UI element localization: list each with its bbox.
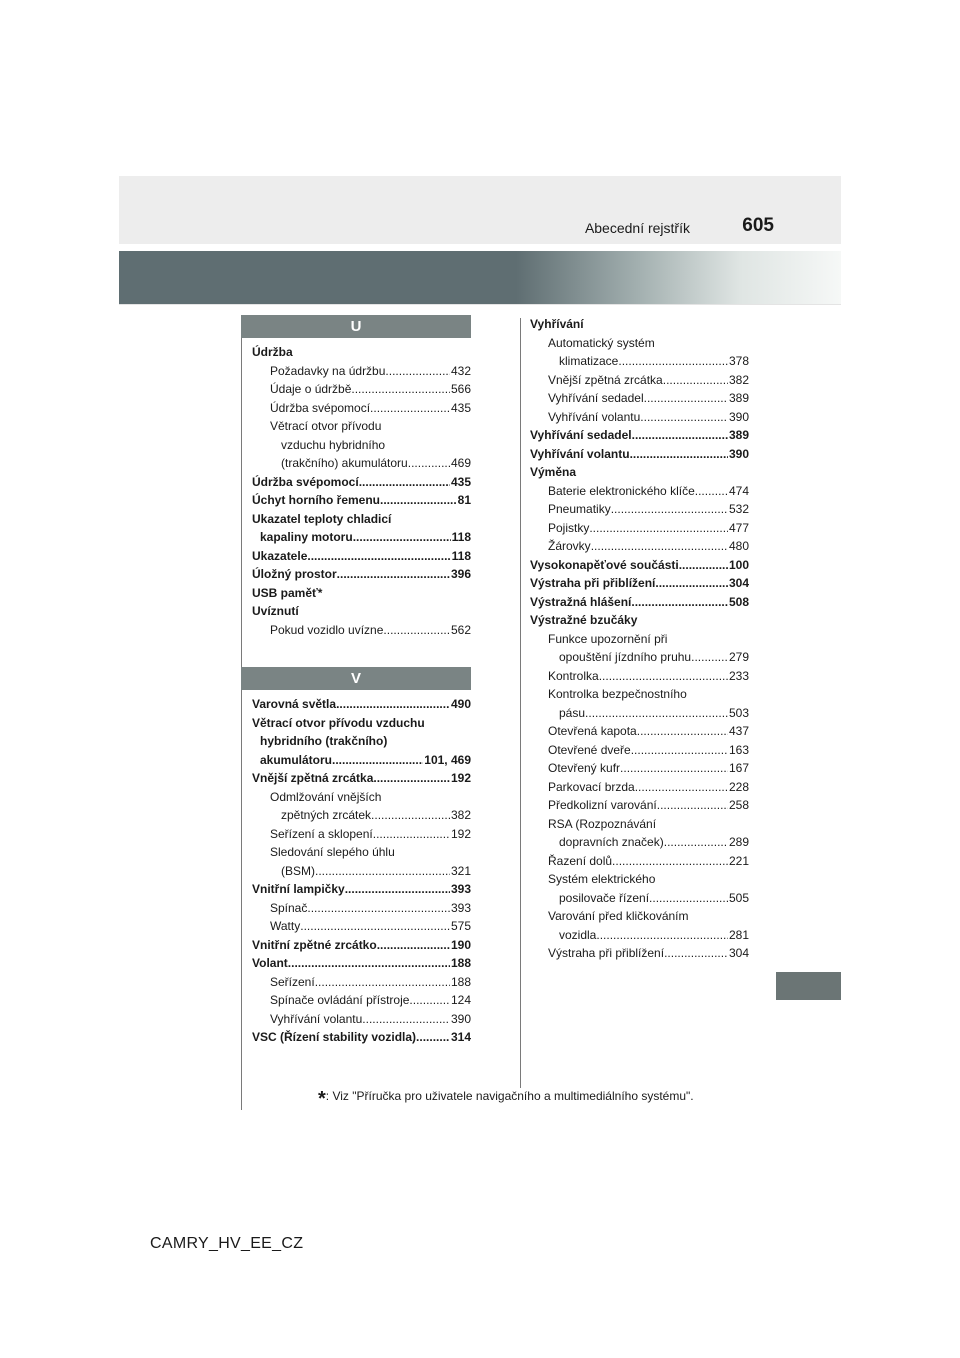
index-entry-text: Otevřené dveře: [548, 742, 631, 757]
dot-leader: [596, 926, 728, 945]
page-header: [119, 176, 841, 244]
dot-leader: [351, 380, 450, 399]
index-entry: [530, 408, 749, 427]
index-entry-text: Požadavky na údržbu: [270, 363, 386, 378]
index-entry-page: 390: [450, 1011, 471, 1026]
document-code: CAMRY_HV_EE_CZ: [150, 1235, 304, 1252]
index-entry-page: 100: [728, 557, 749, 572]
index-entry-text: Automatický systém: [548, 335, 655, 350]
dot-leader: [695, 482, 728, 501]
index-entry-text: Vyhřívání volantu: [548, 409, 641, 424]
index-entry: [530, 537, 749, 556]
index-entry: [252, 973, 471, 992]
index-entry-text: Uvíznutí: [252, 604, 299, 618]
index-entry: [530, 519, 749, 538]
index-entry-page: 396: [450, 567, 471, 581]
section-title: Abecední rejstřík: [584, 220, 690, 236]
index-entry-page: 562: [450, 622, 471, 637]
index-list-v: [252, 695, 471, 1047]
dot-leader: [353, 528, 451, 547]
index-entry-text: Vnější zpětná zrcátka: [252, 771, 374, 785]
dot-leader: [383, 621, 450, 640]
index-entry: [530, 759, 749, 778]
dot-leader: [380, 491, 457, 510]
index-entry-text: Pneumatiky: [548, 502, 611, 516]
index-entry-text: Větrací otvor přívodu vzduchu: [252, 715, 425, 730]
index-entry: [252, 565, 471, 584]
index-entry: [530, 482, 749, 501]
index-entry-text: Vyhřívání sedadel: [530, 428, 632, 442]
index-entry-page: 378: [728, 354, 749, 368]
dot-leader: [612, 852, 728, 871]
dot-leader: [371, 806, 450, 825]
index-entry: [252, 751, 471, 770]
index-entry-text: Spínače ovládání přístroje: [270, 993, 410, 1007]
dot-leader: [409, 991, 450, 1010]
index-entry: [252, 621, 471, 640]
index-entry: [252, 1028, 471, 1047]
index-entry-page: 281: [728, 927, 749, 942]
index-entry-text: Výstražná hlášení: [530, 594, 632, 609]
index-entry: [252, 602, 471, 621]
index-entry: [252, 695, 471, 714]
index-entry-page: 432: [450, 363, 471, 378]
index-entry-text: Údržba svépomocí: [252, 474, 359, 489]
index-entry: [252, 528, 471, 547]
index-entry: [252, 362, 471, 381]
dot-leader: [332, 751, 423, 770]
index-entry: [530, 463, 749, 482]
dot-leader: [630, 445, 728, 464]
index-entry-text: klimatizace: [559, 354, 619, 368]
index-entry-page: 163: [728, 742, 749, 757]
index-entry-page: 566: [450, 382, 471, 396]
dot-leader: [416, 1028, 450, 1047]
index-entry-text: Baterie elektronického klíče: [548, 483, 695, 498]
column-divider-left: [241, 318, 242, 1110]
index-entry-page: 503: [728, 705, 749, 720]
index-entry-text: Údaje o údržbě: [270, 382, 352, 396]
index-list-column-2: [530, 315, 749, 963]
index-entry-page: 314: [450, 1030, 471, 1044]
dot-leader: [307, 547, 450, 566]
index-entry: [530, 685, 749, 704]
dot-leader: [288, 954, 450, 973]
index-entry: [530, 389, 749, 408]
index-entry-text: Parkovací brzda: [548, 779, 635, 794]
dot-leader: [408, 454, 450, 473]
dot-leader: [300, 917, 450, 936]
index-entry-text: Vnitřní zpětné zrcátko: [252, 937, 377, 952]
index-entry-text: posilovače řízení: [559, 890, 650, 905]
index-entry-text: Vyhřívání sedadel: [548, 391, 644, 405]
index-entry: [252, 491, 471, 510]
index-entry-text: Žárovky: [548, 539, 591, 553]
dot-leader: [336, 695, 450, 714]
dot-leader: [644, 389, 728, 408]
index-entry-text: Varování před kličkováním: [548, 909, 689, 923]
letter-heading-v: V: [241, 667, 471, 690]
dot-leader: [655, 574, 728, 593]
index-entry-text: akumulátoru: [260, 752, 333, 767]
index-entry: [530, 667, 749, 686]
index-entry: [530, 648, 749, 667]
dot-leader: [611, 500, 728, 519]
index-entry: [252, 769, 471, 788]
letter-heading-u: U: [241, 315, 471, 338]
dot-leader: [377, 936, 450, 955]
index-entry-page: 477: [728, 520, 749, 535]
dot-leader: [589, 519, 728, 538]
index-entry: [530, 426, 749, 445]
index-entry-text: Funkce upozornění při: [548, 631, 668, 646]
index-entry: [252, 880, 471, 899]
index-entry-page: 258: [728, 798, 749, 812]
index-entry-page: 480: [728, 539, 749, 553]
index-entry: [252, 380, 471, 399]
index-entry-text: Předkolizní varování: [548, 798, 657, 812]
index-entry-text: Pokud vozidlo uvízne: [270, 622, 384, 637]
dot-leader: [632, 426, 728, 445]
index-entry-text: opouštění jízdního pruhu: [559, 650, 692, 664]
index-entry: [530, 870, 749, 889]
index-entry-text: Varovná světla: [252, 697, 337, 711]
index-entry: [252, 899, 471, 918]
index-entry: [530, 334, 749, 353]
index-column-2: [530, 315, 749, 963]
index-entry-page: 101, 469: [424, 752, 471, 767]
index-entry: [252, 417, 471, 436]
index-entry: [530, 944, 749, 963]
index-entry-text: VSC (Řízení stability vozidla): [252, 1030, 417, 1044]
index-entry-page: 389: [728, 428, 749, 442]
index-entry-text: Vnější zpětná zrcátka: [548, 372, 663, 387]
index-entry: [252, 454, 471, 473]
dot-leader: [373, 769, 450, 788]
dot-leader: [664, 833, 728, 852]
index-entry: [530, 907, 749, 926]
index-entry-text: vozidla: [559, 927, 597, 942]
index-entry: [252, 343, 471, 362]
dot-leader: [362, 1010, 450, 1029]
index-entry-page: 393: [450, 900, 471, 915]
dot-leader: [640, 408, 728, 427]
dot-leader: [370, 399, 450, 418]
index-entry: [252, 547, 471, 566]
index-entry-text: hybridního (trakčního): [260, 734, 388, 748]
index-entry-page: 393: [450, 882, 471, 896]
index-entry-page: 575: [450, 919, 471, 933]
index-entry: [252, 825, 471, 844]
index-entry: [252, 436, 471, 455]
header-divider: [119, 304, 841, 305]
index-entry-page: 228: [728, 779, 749, 794]
index-entry-page: 508: [728, 594, 749, 609]
index-entry-page: 382: [450, 808, 471, 822]
index-entry-page: 304: [728, 576, 749, 590]
index-entry-text: Výstraha při přiblížení: [530, 576, 656, 590]
index-entry: [530, 889, 749, 908]
index-entry-text: Otevřená kapota: [548, 724, 637, 738]
index-entry-text: RSA (Rozpoznávání: [548, 816, 657, 831]
index-entry-text: Pojistky: [548, 520, 590, 535]
index-entry-page: 167: [728, 761, 749, 775]
index-entry-page: 474: [728, 483, 749, 498]
index-entry-page: 469: [450, 456, 471, 470]
dot-leader: [591, 537, 728, 556]
index-entry-page: 233: [728, 668, 749, 683]
index-entry-text: Kontrolka: [548, 668, 599, 683]
index-entry-page: 124: [450, 993, 471, 1007]
index-entry-page: 304: [728, 946, 749, 960]
dot-leader: [635, 778, 728, 797]
index-entry-page: 321: [450, 863, 471, 878]
index-entry-page: 192: [450, 771, 471, 785]
index-entry: [252, 991, 471, 1010]
index-entry-text: Údržba svépomocí: [270, 400, 371, 415]
index-entry-page: 188: [450, 974, 471, 989]
chapter-tab: [776, 972, 841, 1000]
index-entry-text: Volant: [252, 956, 288, 970]
dot-leader: [657, 796, 728, 815]
index-entry: [252, 473, 471, 492]
index-entry: [252, 732, 471, 751]
index-entry-text: Otevřený kufr: [548, 761, 621, 775]
footnote-text: : Viz "Příručka pro uživatele navigačního a multimediálního systému".: [325, 1089, 694, 1103]
index-entry-text: Odmlžování vnějších: [270, 789, 382, 804]
dot-leader: [345, 880, 450, 899]
index-entry-page: 389: [728, 391, 749, 405]
index-entry-text: Výstraha při přiblížení: [548, 946, 665, 960]
index-entry: [530, 630, 749, 649]
index-entry: [530, 574, 749, 593]
dot-leader: [359, 473, 450, 492]
index-entry-text: Údržba: [252, 345, 293, 359]
index-entry-page: 532: [728, 502, 749, 516]
index-entry-page: 435: [450, 400, 471, 415]
index-entry: [530, 722, 749, 741]
index-entry: [530, 500, 749, 519]
index-entry-text: vzduchu hybridního: [281, 437, 386, 452]
index-entry: [252, 862, 471, 881]
dot-leader: [679, 556, 728, 575]
index-list-u: [252, 343, 471, 639]
index-entry-text: Úchyt horního řemenu: [252, 493, 381, 507]
index-entry: [530, 371, 749, 390]
index-entry-page: 490: [450, 697, 471, 711]
index-entry: [530, 556, 749, 575]
index-entry-page: 382: [728, 372, 749, 387]
index-entry-page: 279: [728, 650, 749, 664]
index-entry-text: zpětných zrcátek: [281, 808, 372, 822]
page-number: 605: [742, 215, 774, 236]
dot-leader: [631, 741, 728, 760]
index-entry: [252, 714, 471, 733]
index-entry: [252, 584, 471, 603]
index-entry-page: 118: [451, 548, 471, 563]
dot-leader: [373, 825, 450, 844]
dot-leader: [315, 973, 450, 992]
index-entry-text: Kontrolka bezpečnostního: [548, 687, 687, 701]
header-band: [119, 251, 841, 304]
index-entry: [530, 815, 749, 834]
index-entry-text: Vyhřívání volantu: [270, 1011, 363, 1026]
index-entry-text: Seřízení: [270, 974, 315, 989]
index-entry-text: (BSM): [281, 863, 315, 878]
index-entry: [530, 445, 749, 464]
index-entry-text: Ukazatel teploty chladicí: [252, 511, 392, 526]
index-entry-page: 505: [728, 890, 749, 905]
index-entry: [530, 741, 749, 760]
dot-leader: [691, 648, 728, 667]
index-entry-text: Vnitřní lampičky: [252, 882, 345, 896]
index-entry: [530, 778, 749, 797]
column-divider-middle: [520, 318, 521, 1088]
dot-leader: [599, 667, 728, 686]
index-entry-page: 435: [450, 474, 471, 489]
index-entry-text: (trakčního) akumulátoru: [281, 456, 408, 470]
index-entry-text: USB paměť*: [252, 585, 323, 600]
dot-leader: [307, 899, 450, 918]
dot-leader: [637, 722, 728, 741]
index-entry-text: kapaliny motoru: [260, 530, 353, 544]
dot-leader: [649, 889, 728, 908]
index-entry-text: dopravních značek): [559, 835, 664, 849]
index-entry: [252, 788, 471, 807]
index-entry-page: 118: [451, 530, 471, 544]
index-entry-page: 192: [450, 826, 471, 841]
dot-leader: [663, 371, 728, 390]
index-entry: [530, 593, 749, 612]
index-entry-text: Výměna: [530, 465, 577, 479]
index-entry-text: Výstražné bzučáky: [530, 613, 638, 627]
index-entry: [530, 926, 749, 945]
index-entry-page: 81: [457, 493, 471, 507]
index-entry: [530, 796, 749, 815]
footnote: [318, 1088, 694, 1111]
index-entry: [530, 704, 749, 723]
dot-leader: [664, 944, 728, 963]
dot-leader: [618, 352, 728, 371]
index-entry-text: Vyhřívání: [530, 317, 584, 331]
index-entry-text: Seřízení a sklopení: [270, 826, 373, 841]
index-entry: [252, 936, 471, 955]
dot-leader: [315, 862, 450, 881]
index-entry-text: Úložný prostor: [252, 567, 337, 581]
index-entry: [530, 833, 749, 852]
dot-leader: [585, 704, 728, 723]
index-entry-text: Watty: [270, 919, 301, 933]
index-entry: [530, 611, 749, 630]
dot-leader: [337, 565, 450, 584]
dot-leader: [385, 362, 450, 381]
index-column-1: [252, 315, 471, 1047]
index-entry: [530, 315, 749, 334]
index-entry: [252, 510, 471, 529]
index-entry: [252, 1010, 471, 1029]
index-entry: [252, 843, 471, 862]
dot-leader: [631, 593, 728, 612]
index-entry-text: Spínač: [270, 900, 308, 915]
index-entry-page: 390: [728, 446, 749, 461]
index-entry-text: Vyhřívání volantu: [530, 446, 630, 461]
index-entry: [252, 399, 471, 418]
index-entry-page: 190: [450, 937, 471, 952]
index-entry-page: 390: [728, 409, 749, 424]
index-entry-text: Sledování slepého úhlu: [270, 845, 395, 859]
index-entry: [252, 806, 471, 825]
index-entry-page: 289: [728, 835, 749, 849]
index-entry-page: 188: [450, 956, 471, 970]
index-entry: [530, 352, 749, 371]
dot-leader: [620, 759, 728, 778]
index-entry-text: Systém elektrického: [548, 872, 656, 886]
index-entry-text: Vysokonapěťové součásti: [530, 557, 679, 572]
index-entry: [252, 954, 471, 973]
index-entry-text: Větrací otvor přívodu: [270, 419, 382, 433]
index-entry-page: 221: [728, 853, 749, 868]
index-entry: [252, 917, 471, 936]
index-entry-text: pásu: [559, 705, 586, 720]
index-entry-text: Řazení dolů: [548, 853, 613, 868]
index-entry-text: Ukazatele: [252, 548, 308, 563]
index-entry-page: 437: [728, 724, 749, 738]
index-entry: [530, 852, 749, 871]
footnote-marker: *: [318, 1088, 326, 1110]
